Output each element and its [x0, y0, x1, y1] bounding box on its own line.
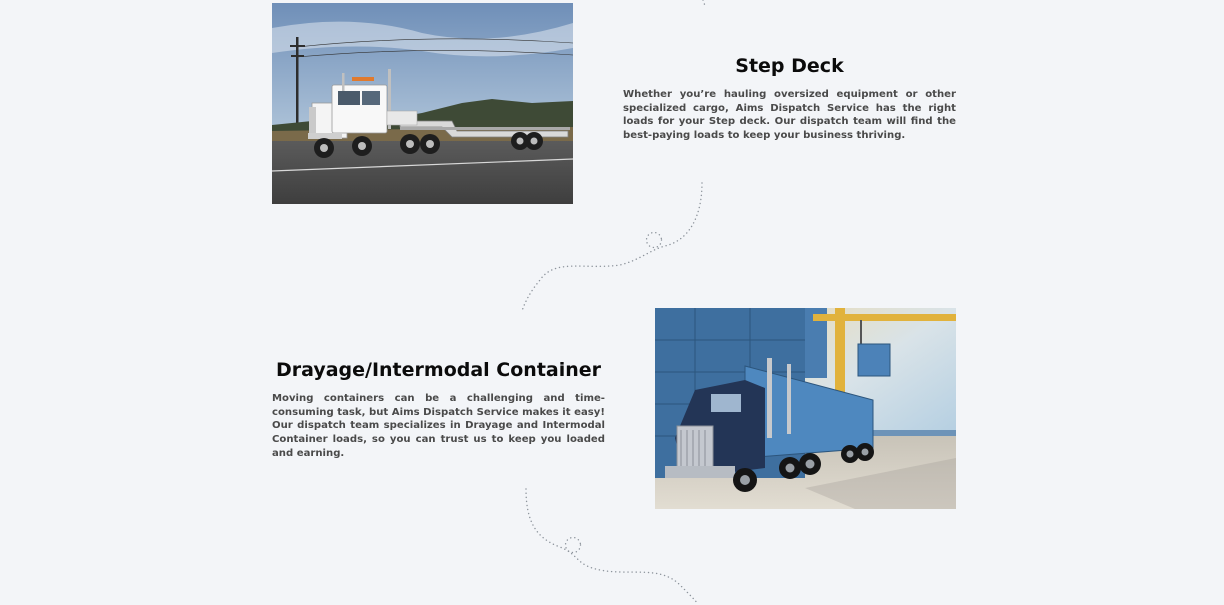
container-truck-image — [655, 308, 956, 509]
service-description: Moving containers can be a challenging and time-consuming task, but Aims Dispatch Service makes it easy! Our dispatch team specializes in Drayage and Intermodal Container loads, so you can trust us to keep you loaded and earning. — [272, 393, 605, 459]
container-truck-photo-icon — [655, 308, 956, 509]
step-deck-truck-photo-icon — [272, 3, 573, 204]
service-description: Whether you’re hauling oversized equipment or other specialized cargo, Aims Dispatch Service has the right loads for your Step deck. Our dispatch team will find the best-paying loads to keep your business thriving. — [623, 89, 956, 142]
service-title: Step Deck — [735, 55, 844, 77]
service-title: Drayage/Intermodal Container — [275, 359, 602, 381]
service-step-deck — [623, 54, 956, 143]
step-deck-truck-image — [272, 3, 573, 204]
service-drayage-intermodal — [272, 358, 605, 461]
